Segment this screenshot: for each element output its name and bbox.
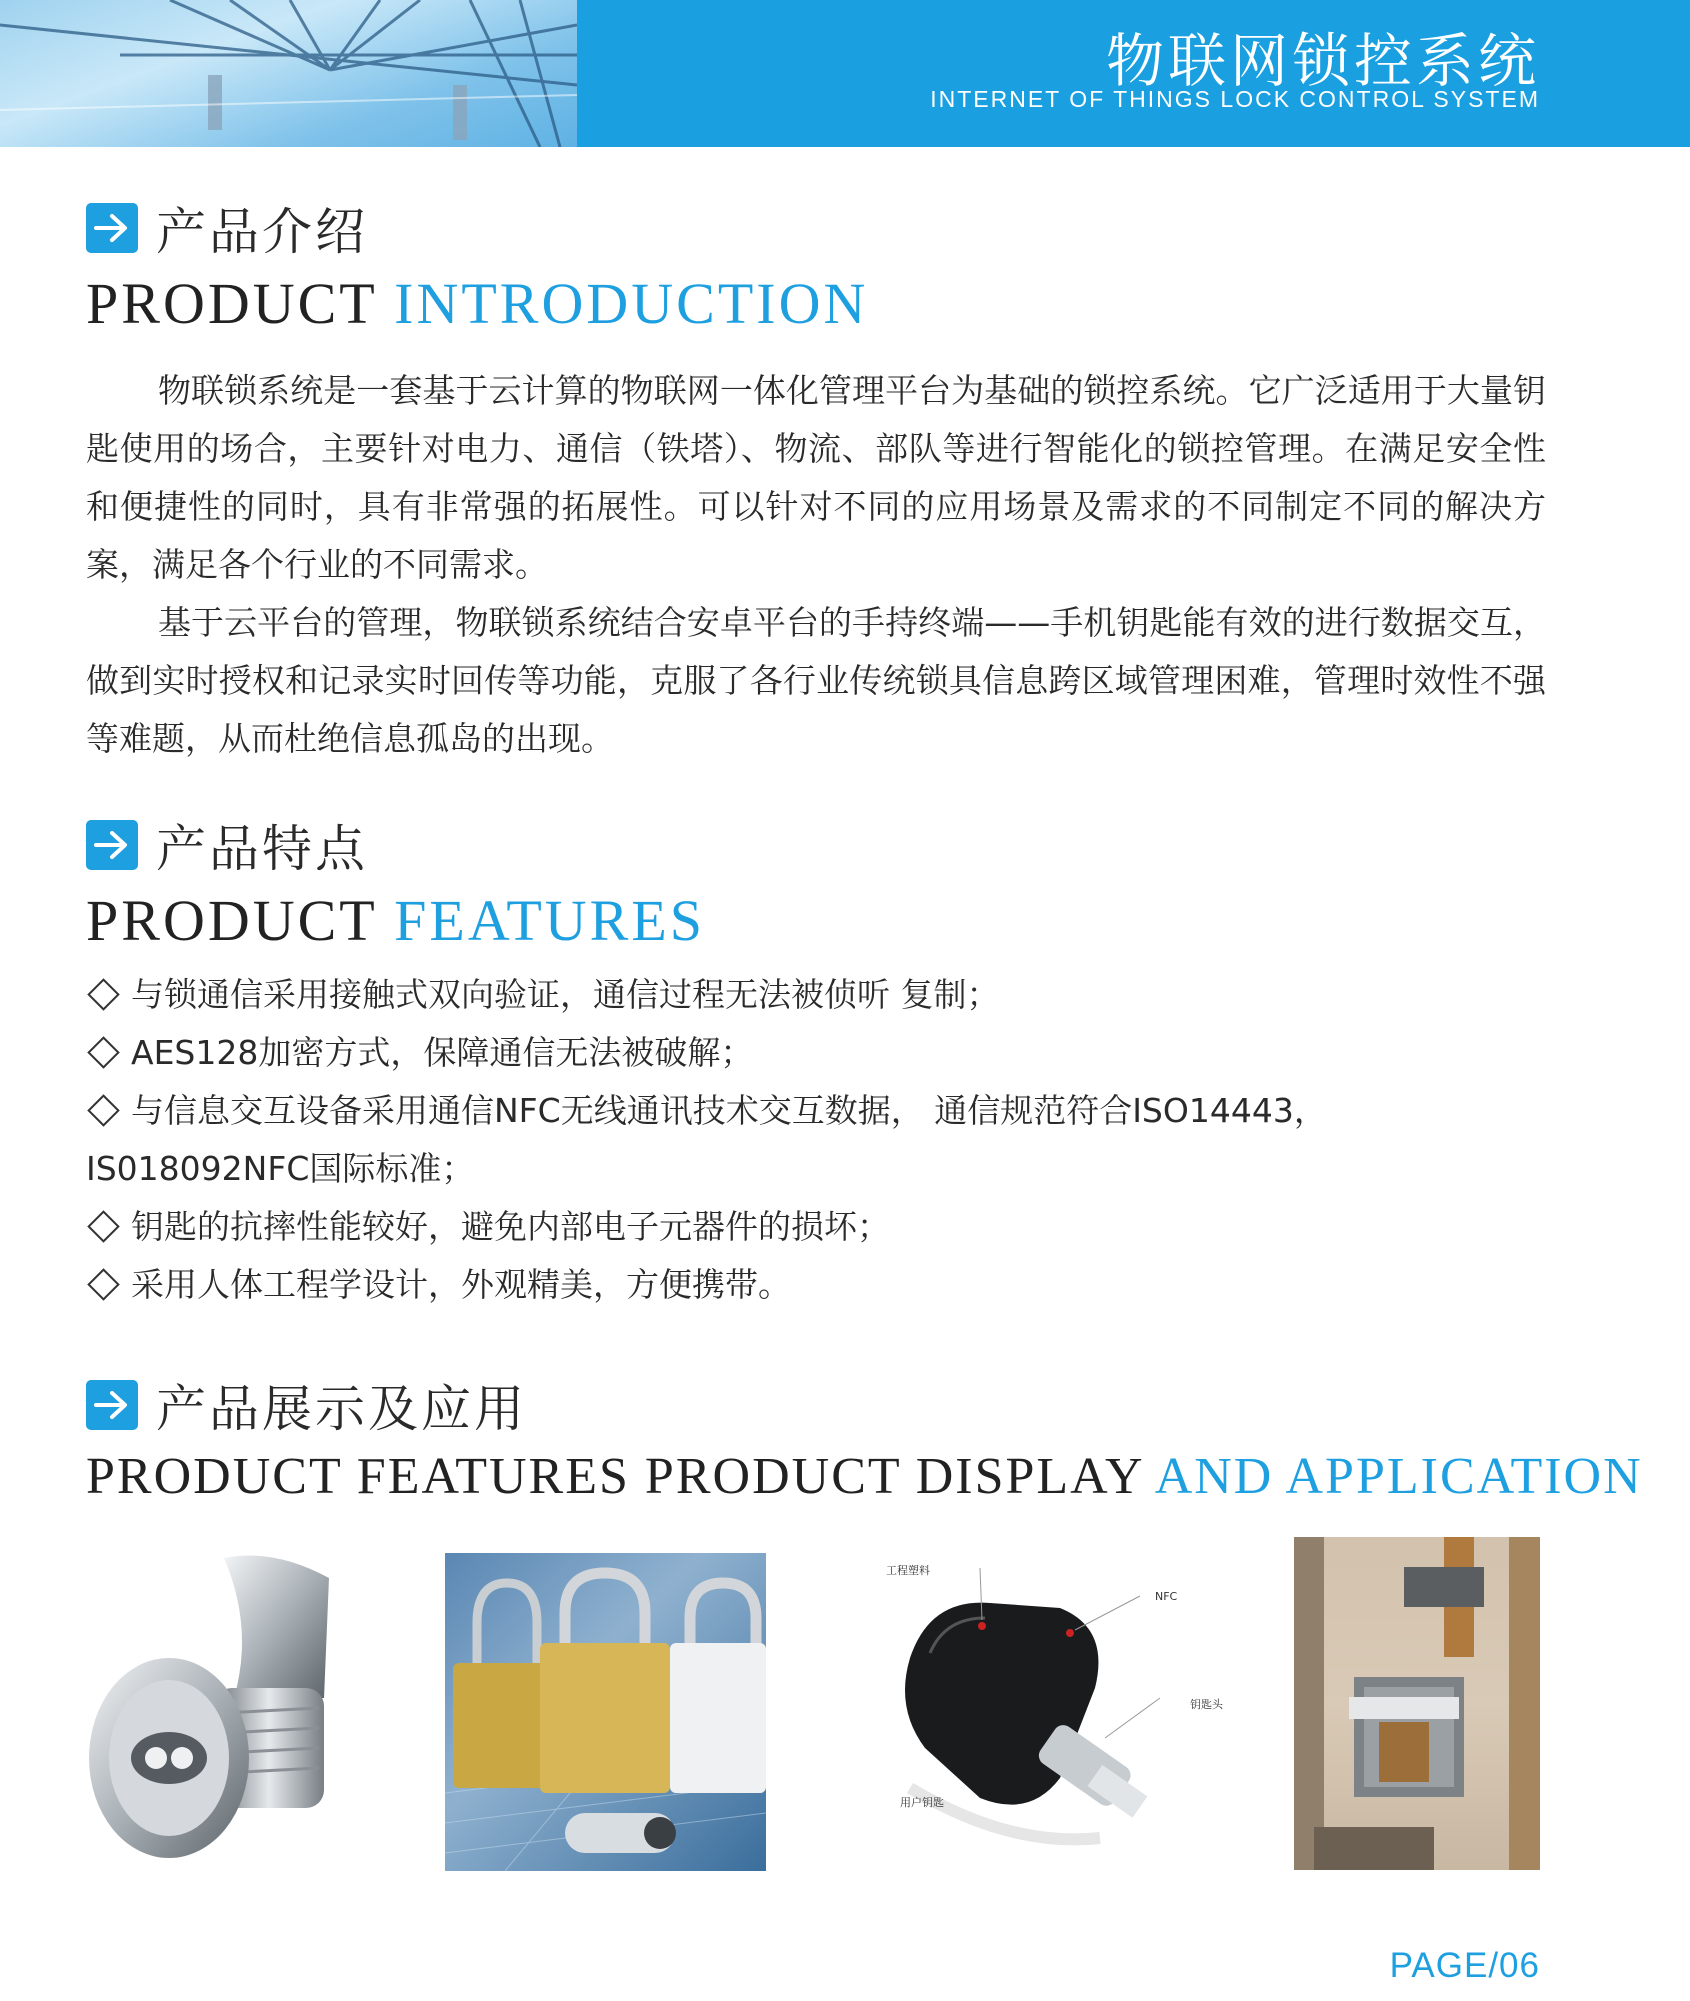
features-list [86,966,1586,1314]
banner-subtitle: INTERNET OF THINGS LOCK CONTROL SYSTEM [930,86,1540,112]
label-key-head: 钥匙头 [1190,1698,1223,1711]
diamond-bullet-icon [87,1210,120,1243]
feature-item [86,966,1586,1024]
arrow-right-icon [86,1380,138,1430]
feature-text: 采用人体工程学设计，外观精美，方便携带。 [131,1265,791,1304]
intro-heading-en [86,270,868,337]
header-banner [0,0,1690,147]
power-tower-photo [0,0,577,147]
intro-heading-cn: 产品介绍 [156,203,368,261]
feature-item [86,1256,1586,1314]
intro-heading [86,198,868,261]
feature-item [86,1082,1546,1198]
banner-title: 物联网锁控系统 [1105,27,1540,95]
feature-item [86,1024,1586,1082]
feature-text: 钥匙的抗摔性能较好，避免内部电子元器件的损坏； [131,1207,890,1246]
intro-section [86,198,868,337]
display-heading-cn: 产品展示及应用 [156,1380,527,1438]
display-heading-en [86,1447,1643,1506]
display-heading [86,1375,1643,1438]
label-nfc: NFC [1155,1590,1178,1603]
feature-text: 与信息交互设备采用通信NFC无线通讯技术交互数据， 通信规范符合ISO14443，IS018092NFC国际标准； [86,1091,1327,1188]
cam-lock-image [84,1548,344,1878]
padlocks-image [445,1553,766,1871]
nfc-key-image [870,1548,1270,1878]
display-heading-en-plain: PRODUCT FEATURES PRODUCT DISPLAY [86,1448,1155,1505]
page-number: PAGE/06 [1389,1946,1540,1985]
diamond-bullet-icon [87,978,120,1011]
arrow-right-icon [86,820,138,870]
diamond-bullet-icon [87,1094,120,1127]
intro-paragraph-2: 基于云平台的管理，物联锁系统结合安卓平台的手持终端——手机钥匙能有效的进行数据交互，做到实时授权和记录实时回传等功能，克服了各行业传统锁具信息跨区域管理困难，管理时效性不强等难题，从而杜绝信息孤岛的出现。 [86,603,1546,758]
features-heading-en-plain: PRODUCT [86,888,395,953]
diamond-bullet-icon [87,1268,120,1301]
features-heading-en [86,887,705,954]
feature-text: AES128加密方式，保障通信无法被破解； [131,1033,754,1072]
diamond-bullet-icon [87,1036,120,1069]
intro-paragraph-1: 物联锁系统是一套基于云计算的物联网一体化管理平台为基础的锁控系统。它广泛适用于大量钥匙使用的场合，主要针对电力、通信（铁塔）、物流、部队等进行智能化的锁控管理。在满足安全性和便捷性的同时，具有非常强的拓展性。可以针对不同的应用场景及需求的不同制定不同的解决方案，满足各个行业的不同需求。 [86,371,1546,584]
feature-item [86,1198,1586,1256]
features-section [86,815,705,954]
features-heading-en-accent: FEATURES [394,888,705,953]
installed-lock-image [1294,1537,1540,1870]
display-heading-en-accent: AND APPLICATION [1154,1448,1643,1505]
label-user-key: 用户钥匙 [900,1796,944,1809]
intro-heading-en-plain: PRODUCT [86,271,395,336]
intro-body [86,362,1546,768]
label-engineering-plastic: 工程塑料 [886,1564,930,1577]
features-heading [86,815,705,878]
arrow-right-icon [86,203,138,253]
display-section [86,1375,1643,1506]
features-heading-cn: 产品特点 [156,820,368,878]
intro-heading-en-accent: INTRODUCTION [394,271,869,336]
feature-text: 与锁通信采用接触式双向验证，通信过程无法被侦听 复制； [131,975,1000,1014]
